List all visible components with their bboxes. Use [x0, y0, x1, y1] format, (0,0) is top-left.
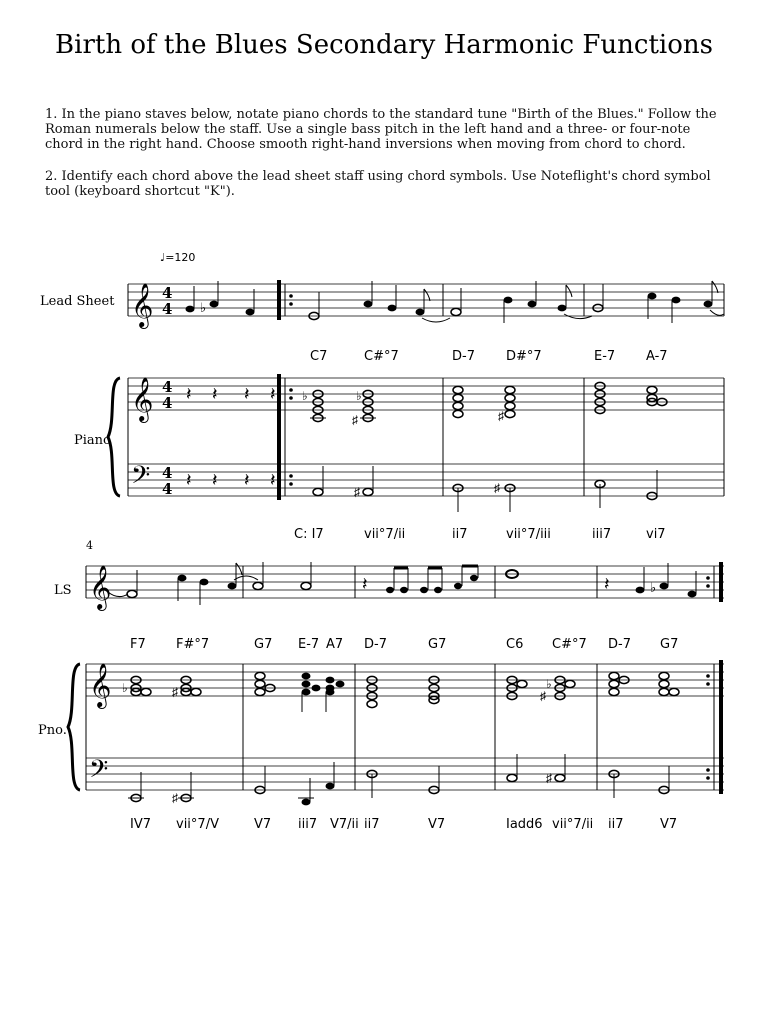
svg-text:𝄽: 𝄽	[212, 470, 218, 490]
roman-numeral: ii7	[452, 527, 468, 542]
chord-symbol: E-7	[298, 637, 320, 652]
part-label-piano-short: Pno.	[38, 723, 67, 738]
roman-numeral: ii7	[364, 817, 380, 832]
svg-text:4: 4	[162, 300, 173, 318]
roman-numeral: vii°7/ii	[364, 527, 406, 542]
chord-symbol: C#°7	[364, 349, 399, 364]
roman-numeral: iii7	[592, 527, 612, 542]
chord-symbol: A7	[326, 637, 344, 652]
svg-text:♯: ♯	[498, 409, 504, 423]
pickup-notes	[186, 281, 255, 315]
roman-numeral: C: I7	[294, 527, 324, 542]
chord-symbol: F7	[130, 637, 146, 652]
roman-numeral: V7/ii	[330, 817, 359, 832]
instruction-2: 2. Identify each chord above the lead sheet staff using chord symbols. Use Noteflight's chord symbol tool (keyboard shortcut "K").	[45, 169, 711, 199]
chord-symbol: A-7	[646, 349, 668, 364]
svg-text:♭: ♭	[356, 389, 362, 403]
chord-symbol: G7	[254, 637, 273, 652]
lead-melody-m3	[593, 281, 724, 323]
treble-clef: 𝄞	[131, 379, 154, 421]
bass-clef: 𝄢	[131, 462, 151, 495]
repeat-end	[706, 576, 710, 780]
chord-symbol: G7	[428, 637, 447, 652]
bass-clef: 𝄢	[89, 756, 109, 789]
roman-numeral: vii°7/V	[176, 817, 219, 832]
svg-text:𝄽: 𝄽	[186, 470, 192, 490]
treble-clef: 𝄞	[89, 665, 112, 707]
roman-numeral: vii°7/ii	[552, 817, 594, 832]
system-2	[38, 539, 724, 832]
treble-clef: 𝄞	[131, 285, 154, 327]
time-signature: 4	[162, 378, 173, 396]
svg-text:4: 4	[162, 394, 173, 412]
roman-numeral: V7	[428, 817, 446, 832]
part-label-piano: Piano	[74, 433, 111, 448]
chord-symbol: D#°7	[506, 349, 542, 364]
piano-lh-notes-s1	[313, 466, 657, 512]
part-label-lead-short: LS	[54, 583, 72, 598]
chord-symbol: D-7	[364, 637, 387, 652]
svg-text:♭: ♭	[200, 300, 207, 315]
svg-text:𝄽: 𝄽	[604, 574, 610, 594]
chord-symbol: D-7	[452, 349, 475, 364]
svg-text:♯: ♯	[540, 689, 546, 703]
svg-text:♯: ♯	[494, 481, 500, 495]
svg-text:𝄽: 𝄽	[212, 384, 218, 404]
roman-numeral: V7	[254, 817, 272, 832]
svg-text:𝄽: 𝄽	[270, 384, 276, 404]
chord-symbol: E-7	[594, 349, 616, 364]
svg-text:4: 4	[162, 480, 173, 498]
pickup-rests	[186, 384, 276, 490]
page-title: Birth of the Blues Secondary Harmonic Functions	[55, 30, 713, 60]
svg-text:♯: ♯	[172, 791, 178, 805]
roman-numeral: vi7	[646, 527, 666, 542]
svg-text:♭: ♭	[546, 677, 552, 691]
lead-melody-m2	[451, 281, 592, 323]
chord-symbol: F#°7	[176, 637, 210, 652]
measure-number: 4	[86, 539, 93, 552]
piano-brace	[68, 664, 80, 790]
chord-symbol: C6	[506, 637, 524, 652]
svg-text:♯: ♯	[546, 771, 552, 785]
svg-text:𝄽: 𝄽	[186, 384, 192, 404]
chord-symbol: C7	[310, 349, 328, 364]
svg-text:𝄽: 𝄽	[244, 470, 250, 490]
lead-melody-s2	[108, 562, 697, 605]
roman-numeral: IV7	[130, 817, 151, 832]
chord-symbol: D-7	[608, 637, 631, 652]
part-label-lead: Lead Sheet	[40, 294, 115, 309]
svg-text:♭: ♭	[302, 389, 308, 403]
instruction-1: 1. In the piano staves below, notate piano chords to the standard tune "Birth of the Blues." Follow the Roman numerals below the staff. Use a single bass pitch in the left hand and a three- or four-note chord in the right hand. Choose smooth right-hand inversions when moving from chord to chord.	[45, 107, 717, 152]
svg-text:♭: ♭	[650, 580, 657, 595]
time-signature: 4	[162, 284, 173, 302]
svg-text:𝄽: 𝄽	[362, 574, 368, 594]
svg-text:♯: ♯	[352, 413, 358, 427]
tempo-marking: ♩=120	[160, 251, 196, 264]
treble-clef: 𝄞	[89, 567, 112, 609]
system-1	[40, 251, 724, 542]
roman-numeral: vii°7/iii	[506, 527, 551, 542]
svg-text:♯: ♯	[172, 685, 178, 699]
time-signature: 4	[162, 464, 173, 482]
piano-rh-chords-s1	[302, 382, 667, 427]
svg-text:♭: ♭	[122, 681, 128, 695]
chord-symbol: G7	[660, 637, 679, 652]
chord-symbol: C#°7	[552, 637, 587, 652]
svg-text:♯: ♯	[354, 485, 360, 499]
roman-numeral: iii7	[298, 817, 318, 832]
roman-numeral: ii7	[608, 817, 624, 832]
piano-lh-notes-s2	[128, 754, 669, 805]
svg-text:𝄽: 𝄽	[270, 470, 276, 490]
roman-numeral: Iadd6	[506, 817, 543, 832]
roman-numeral: V7	[660, 817, 678, 832]
svg-text:𝄽: 𝄽	[244, 384, 250, 404]
